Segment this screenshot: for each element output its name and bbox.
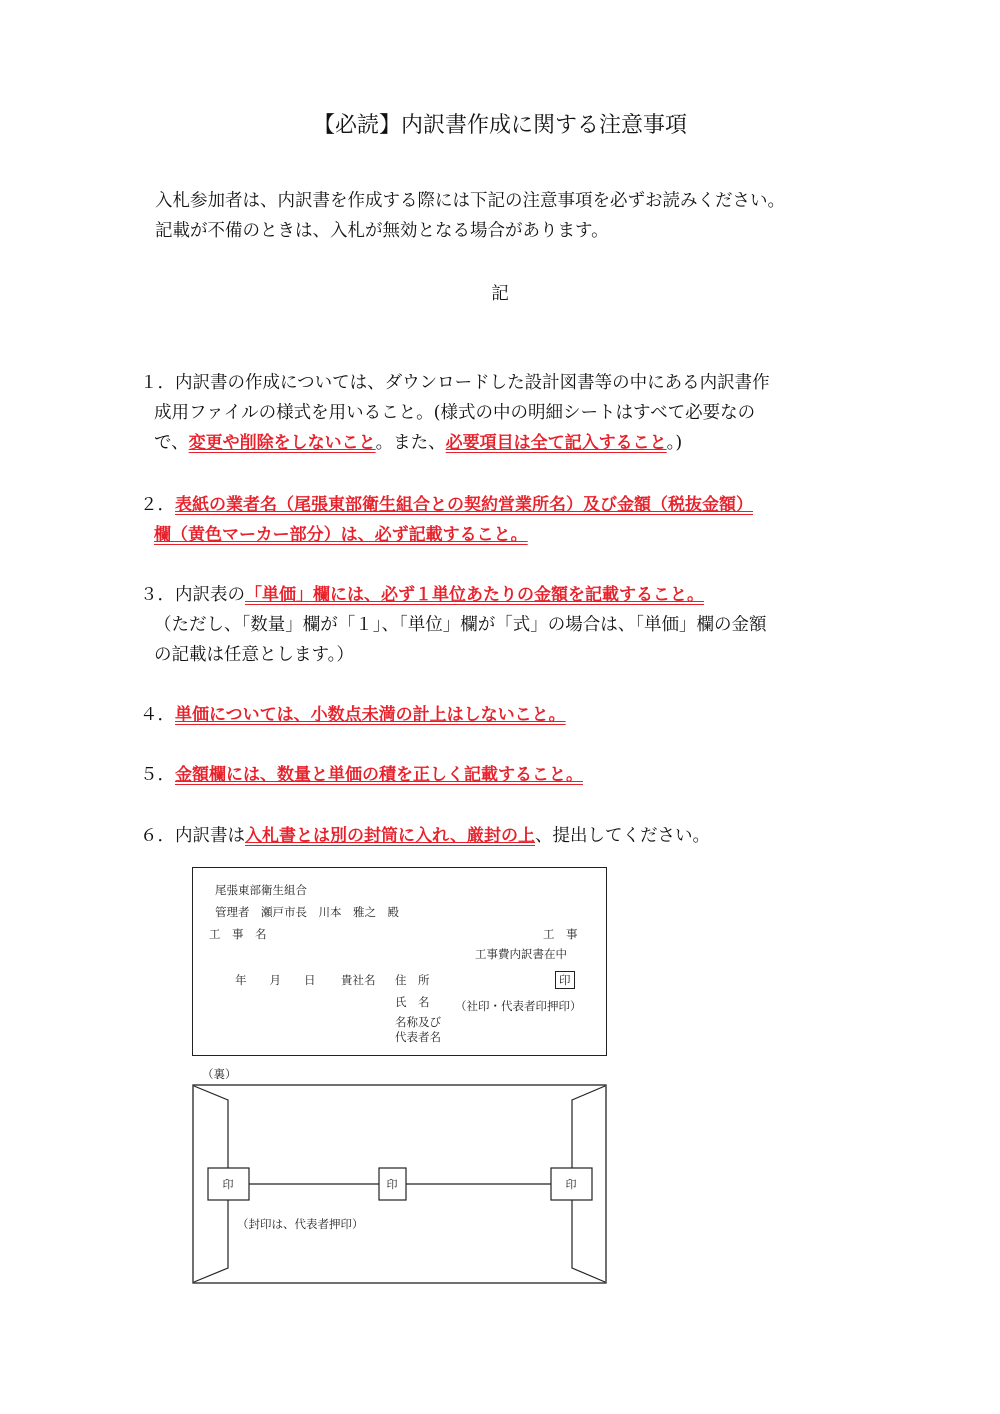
envelope-manager: 管理者 瀬戸市長 川本 雅之 殿	[215, 905, 399, 919]
item-1-text-b: 。また、	[375, 433, 446, 453]
item-2-red-1: 表紙の業者名（尾張東部衛生組合との契約営業所名）及び金額（税抜金額）	[175, 495, 753, 515]
page-title: 【必読】内訳書作成に関する注意事項	[312, 113, 687, 138]
item-1-red-1: 変更や削除をしないこと	[188, 433, 376, 453]
item-3-line-3: の記載は任意とします。）	[154, 645, 354, 665]
envelope-project-label: 工 事 名	[209, 927, 267, 941]
item-2-red-2: 欄（黄色マーカー部分）は、必ず記載すること。	[154, 525, 528, 545]
item-6	[140, 821, 900, 851]
intro-text	[155, 186, 915, 246]
item-6-text-a: 内訳書は	[175, 826, 245, 846]
item-3-line-2: （ただし、「数量」欄が「１」、「単位」欄が「式」の場合は、「単価」欄の金額	[154, 615, 767, 635]
envelope-back-label: （裏）	[202, 1067, 237, 1081]
envelope-org: 尾張東部衛生組合	[215, 883, 307, 897]
item-1	[140, 368, 900, 458]
item-3-red: 「単価」欄には、必ず１単位あたりの金額を記載すること。	[245, 585, 704, 605]
envelope-project-right: 工 事	[543, 927, 578, 941]
envelope-front-diagram	[192, 867, 607, 1056]
item-2-line-2	[140, 520, 900, 550]
item-3-num: ３．内訳表の	[140, 585, 245, 605]
item-5	[140, 760, 900, 790]
envelope-stamp-note: （社印・代表者印押印）	[455, 999, 582, 1013]
item-2-line-1	[140, 490, 900, 520]
ki-heading: 記	[491, 284, 509, 304]
envelope-rep-label-2: 代表者名	[395, 1030, 441, 1044]
item-1-red-2: 必要項目は全て記入すること	[445, 433, 667, 453]
item-1-line-2: 成用ファイルの様式を用いること。(様式の中の明細シートはすべて必要なの	[154, 403, 756, 423]
item-1-line-1: １．内訳書の作成については、ダウンロードした設計図書等の中にある内訳書作	[140, 373, 770, 393]
envelope-rep-label-1: 名称及び	[395, 1015, 441, 1029]
item-5-num: ５．	[140, 765, 175, 785]
item-4-red: 単価については、小数点未満の計上はしないこと。	[175, 705, 566, 725]
item-3	[140, 580, 900, 670]
envelope-date: 年 月 日	[235, 973, 316, 987]
envelope-back-diagram	[192, 1084, 607, 1284]
item-6-text-b: 、提出してください。	[535, 826, 711, 846]
envelope-name-label: 氏 名	[395, 995, 430, 1009]
item-6-red: 入札書とは別の封筒に入れ、厳封の上	[245, 826, 536, 846]
item-4-num: ４．	[140, 705, 175, 725]
item-5-red: 金額欄には、数量と単価の積を正しく記載すること。	[175, 765, 583, 785]
envelope-stamp-mark: 印	[555, 971, 575, 989]
envelope-doc-name: 工事費内訳書在中	[475, 947, 567, 961]
envelope-company-label: 貴社名	[341, 973, 376, 987]
seal-text-center: 印	[386, 1178, 398, 1191]
seal-text-right: 印	[565, 1178, 577, 1191]
item-4	[140, 700, 900, 730]
item-1-text-c: 。)	[666, 433, 683, 453]
item-6-num: ６．	[140, 826, 175, 846]
intro-line-1: 入札参加者は、内訳書を作成する際には下記の注意事項を必ずお読みください。	[155, 191, 785, 211]
seal-text-left: 印	[222, 1178, 234, 1191]
item-1-line-3	[140, 428, 900, 458]
item-1-text-a: で、	[154, 433, 189, 453]
seal-note: （封印は、代表者押印）	[237, 1217, 364, 1231]
envelope-address-label: 住 所	[395, 973, 430, 987]
item-2	[140, 490, 900, 550]
item-2-num: ２．	[140, 495, 175, 515]
item-3-line-1	[140, 580, 900, 610]
intro-line-2: 記載が不備のときは、入札が無効となる場合があります。	[155, 221, 609, 241]
